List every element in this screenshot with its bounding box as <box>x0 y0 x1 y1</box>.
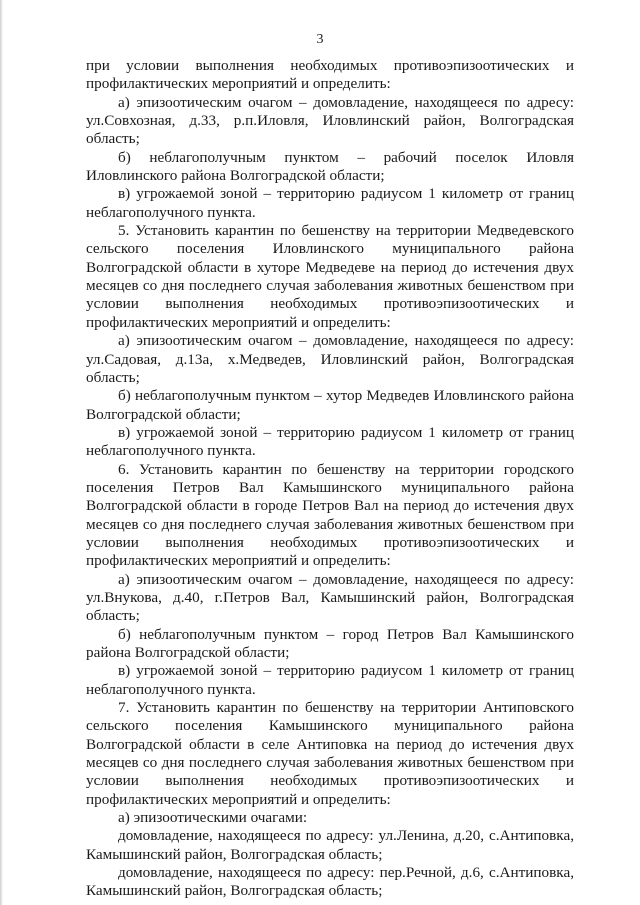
paragraph-6-quarantine: 6. Установить карантин по бешенству на территории городского поселения Петров Вал Камышинского муниципального района Волгоградской области в городе Петров Вал на период до истечения двух месяцев со дня последнего случая заболевания животных бешенством при условии выполнения необходимых противоэпизоотических и профилактических мероприятий и определить: <box>86 460 574 570</box>
paragraph-4a-focus: а) эпизоотическим очагом – домовладение, находящееся по адресу: ул.Совхозная, д.33, р.п.Иловля, Иловлинский район, Волгоградская область; <box>86 93 574 148</box>
paragraph-7-quarantine: 7. Установить карантин по бешенству на территории Антиповского сельского поселения Камышинского муниципального района Волгоградской области в селе Антиповка на период до истечения двух месяцев со дня последнего случая заболевания животных бешенством при условии выполнения необходимых противоэпизоотических и профилактических мероприятий и определить: <box>86 699 574 808</box>
paragraph-5-quarantine: 5. Установить карантин по бешенству на территории Медведевского сельского поселения Иловлинского муниципального района Волгоградской области в хуторе Медведеве на период до истечения двух месяцев со дня последнего случая заболевания животных бешенством при условии выполнения необходимых противоэпизоотических и профилактических мероприятий и определить: <box>86 222 574 331</box>
paragraph-6a-focus: а) эпизоотическим очагом – домовладение, находящееся по адресу: ул.Внукова, д.40, г.Петров Вал, Камышинский район, Волгоградская область; <box>86 570 574 625</box>
page-number: 3 <box>316 32 324 47</box>
document-body <box>86 57 574 901</box>
paragraph-7a-household-2: домовладение, находящееся по адресу: пер.Речной, д.6, с.Антиповка, Камышинский район, Волгоградская область; <box>86 864 574 900</box>
paragraph-5a-focus: а) эпизоотическим очагом – домовладение, находящееся по адресу: ул.Садовая, д.13а, х.Медведев, Иловлинский район, Волгоградская область; <box>86 332 574 386</box>
paragraph-intro-conditions: при условии выполнения необходимых противоэпизоотических и профилактических мероприятий и определить: <box>86 57 574 93</box>
paragraph-4b-point: б) неблагополучным пунктом – рабочий поселок Иловля Иловлинского района Волгоградской области; <box>86 148 574 185</box>
paragraph-4c-zone: в) угрожаемой зоной – территорию радиусом 1 километр от границ неблагополучного пункта. <box>86 185 574 221</box>
paragraph-6b-point: б) неблагополучным пунктом – город Петров Вал Камышинского района Волгоградской области; <box>86 625 574 661</box>
paragraph-7a-foci: а) эпизоотическими очагами: <box>118 809 308 827</box>
scan-edge-shadow <box>0 0 3 905</box>
paragraph-5b-point: б) неблагополучным пунктом – хутор Медведев Иловлинского района Волгоградской области; <box>86 387 574 423</box>
paragraph-7a-household-1: домовладение, находящееся по адресу: ул.Ленина, д.20, с.Антиповка, Камышинский район, Волгоградская область; <box>86 827 574 863</box>
paragraph-6c-zone: в) угрожаемой зоной – территорию радиусом 1 километр от границ неблагополучного пункта. <box>86 662 574 698</box>
paragraph-5c-zone: в) угрожаемой зоной – территорию радиусом 1 километр от границ неблагополучного пункта. <box>86 423 574 460</box>
